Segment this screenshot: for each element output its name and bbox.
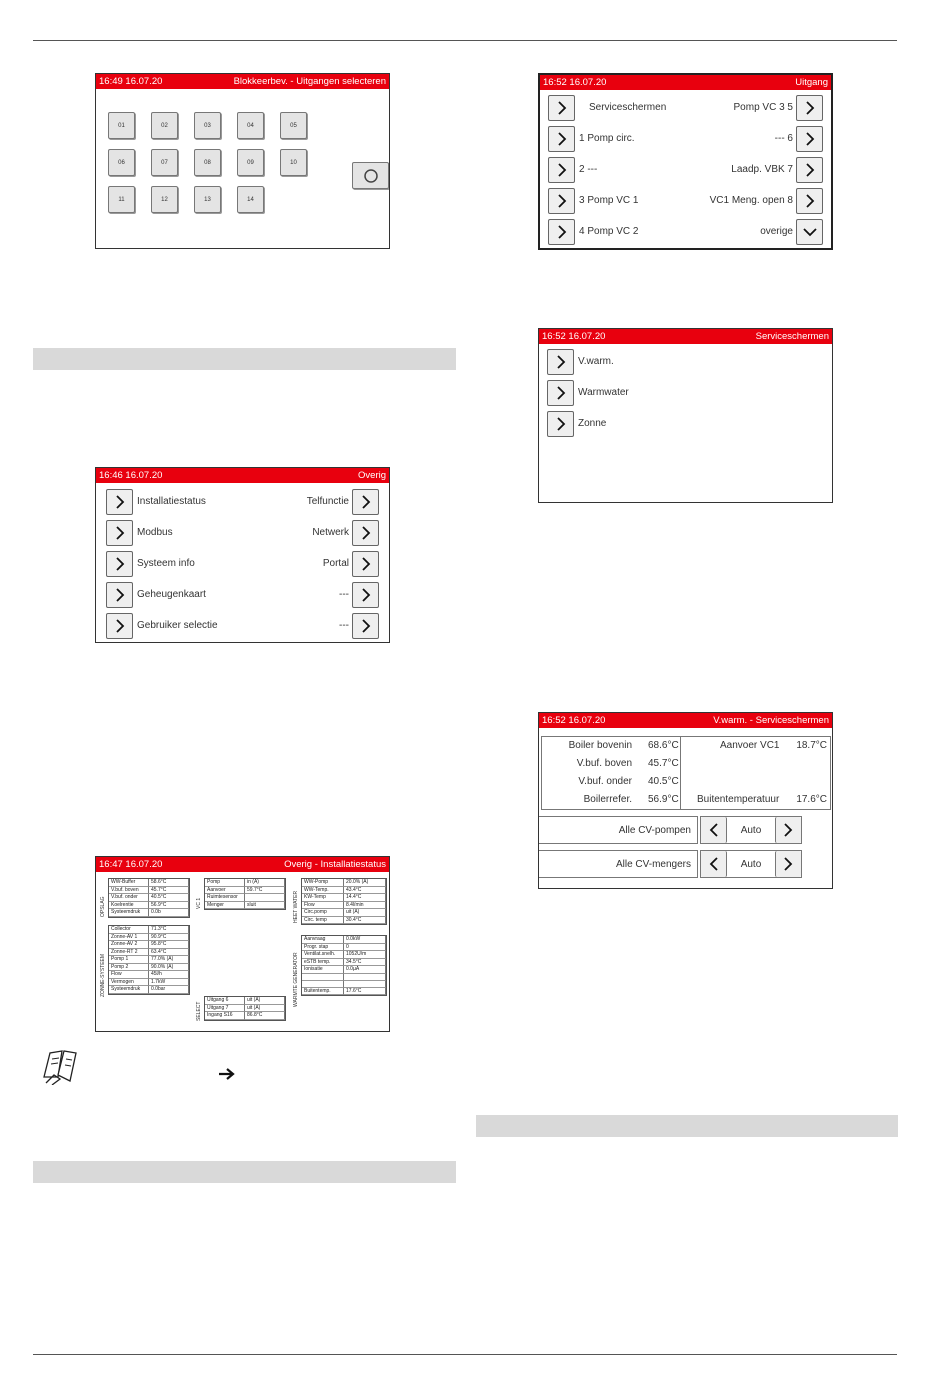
menu-left-button[interactable] <box>106 582 133 608</box>
chevron-left-icon <box>709 857 719 871</box>
menu-row <box>96 517 389 548</box>
section-bar <box>476 1115 898 1137</box>
status-label: Ruimtesensor <box>205 894 245 902</box>
menu-right-label: VC1 Meng. open 8 <box>709 195 793 206</box>
menu-left-button[interactable] <box>548 219 575 245</box>
status-label: Systeemdruk <box>109 986 149 994</box>
status-label: Circ. temp <box>302 917 344 925</box>
screen-header <box>540 75 831 90</box>
prev-button[interactable] <box>701 851 727 877</box>
output-button[interactable]: 10 <box>280 149 307 176</box>
status-row <box>109 941 189 949</box>
header-title: Blokkeerbev. - Uitgangen selecteren <box>233 76 386 87</box>
output-button[interactable]: 05 <box>280 112 307 139</box>
value-label: Buitentemperatuur <box>697 794 780 805</box>
section-bar <box>33 1161 456 1183</box>
control-selector <box>700 850 802 878</box>
status-row <box>109 979 189 987</box>
status-row <box>205 1005 285 1013</box>
status-row <box>205 894 285 902</box>
status-value: 86.8°C <box>245 1012 285 1020</box>
status-row <box>109 902 189 910</box>
menu-left-label: Installatiestatus <box>137 496 206 507</box>
chevron-right-icon <box>805 163 815 177</box>
chevron-right-icon <box>557 225 567 239</box>
status-label: Pomp 1 <box>109 956 149 964</box>
value-reading: 68.6°C <box>648 740 679 751</box>
panel-divider <box>680 737 681 809</box>
status-value: 8.4l/min <box>344 902 386 910</box>
scroll-down-button[interactable] <box>796 219 823 245</box>
menu-button[interactable] <box>547 411 574 437</box>
status-value: 20.0% (A) <box>344 879 386 887</box>
menu-left-button[interactable] <box>106 613 133 639</box>
menu-right-label: Telfunctie <box>306 496 349 507</box>
menu-row <box>96 579 389 610</box>
status-row <box>302 951 386 959</box>
status-label: WW-Pomp <box>302 879 344 887</box>
menu-left-label: 1 Pomp circ. <box>579 133 635 144</box>
status-row <box>302 944 386 952</box>
screen-header <box>96 74 389 89</box>
menu-row <box>540 185 831 216</box>
menu-left-label: 2 --- <box>579 164 598 175</box>
status-value: uit (A) <box>245 1005 285 1013</box>
control-label: Alle CV-mengers <box>615 858 691 870</box>
output-button[interactable]: 13 <box>194 186 221 213</box>
chevron-left-icon <box>709 823 719 837</box>
menu-right-button[interactable] <box>352 582 379 608</box>
menu-left-label: 3 Pomp VC 1 <box>579 195 639 206</box>
warmte-table <box>301 935 387 996</box>
output-button[interactable]: 09 <box>237 149 264 176</box>
status-row <box>109 986 189 994</box>
chevron-right-icon <box>783 857 793 871</box>
chevron-right-icon <box>361 588 371 602</box>
screen-header <box>539 713 832 728</box>
menu-left-button[interactable] <box>548 126 575 152</box>
status-row <box>302 936 386 944</box>
group-label: ZONNE-SYSTEEM <box>100 953 106 997</box>
status-label: Koelrentie <box>109 902 149 910</box>
menu-row <box>539 346 832 377</box>
header-title: Overig <box>358 470 386 481</box>
status-label: Progr. stap <box>302 944 344 952</box>
status-label: Pomp <box>205 879 245 887</box>
status-row <box>109 894 189 902</box>
status-label: Circ.pomp <box>302 909 344 917</box>
status-row <box>109 964 189 972</box>
next-button[interactable] <box>775 817 801 843</box>
status-row <box>109 971 189 979</box>
status-value: 59.7°C <box>245 887 285 895</box>
menu-right-button[interactable] <box>352 520 379 546</box>
status-label: Aanvraag <box>302 936 344 944</box>
chevron-right-icon <box>556 386 566 400</box>
header-title: V.warm. - Serviceschermen <box>713 715 829 726</box>
status-value: 43.4°C <box>344 887 386 895</box>
status-value: 0.0b <box>149 909 189 917</box>
screen-header <box>539 329 832 344</box>
chevron-right-icon <box>115 526 125 540</box>
chevron-right-icon <box>557 163 567 177</box>
status-label: V.buf. onder <box>109 894 149 902</box>
status-value: 34.5°C <box>344 959 386 967</box>
status-label: Ionisatie <box>302 966 344 974</box>
status-value: 95.8°C <box>149 941 189 949</box>
status-label: Flow <box>302 902 344 910</box>
menu-row <box>96 610 389 641</box>
header-time: 16:49 16.07.20 <box>99 76 163 87</box>
status-value: 63.4°C <box>149 949 189 957</box>
chevron-right-icon <box>361 526 371 540</box>
menu-right-button[interactable] <box>796 126 823 152</box>
menu-label: V.warm. <box>578 356 614 367</box>
output-button[interactable]: 11 <box>108 186 135 213</box>
status-row <box>302 917 386 925</box>
status-label: WW-Temp. <box>302 887 344 895</box>
menu-left-button[interactable] <box>548 157 575 183</box>
menu-label: Warmwater <box>578 387 629 398</box>
menu-left-label: Gebruiker selectie <box>137 620 218 631</box>
menu-right-label: Portal <box>322 558 349 569</box>
status-label: KW-Temp <box>302 894 344 902</box>
menu-right-button[interactable] <box>796 95 823 121</box>
output-button[interactable]: 04 <box>237 112 264 139</box>
screen-serviceschermen <box>538 328 833 503</box>
menu-right-button[interactable] <box>352 613 379 639</box>
chevron-right-icon <box>115 557 125 571</box>
values-panel <box>541 736 831 810</box>
menu-row <box>539 377 832 408</box>
status-row <box>302 959 386 967</box>
section-bar <box>33 348 456 370</box>
prev-button[interactable] <box>701 817 727 843</box>
value-label: Aanvoer VC1 <box>720 740 780 751</box>
control-label-box <box>538 850 698 878</box>
status-value: uit (A) <box>344 909 386 917</box>
menu-right-button[interactable] <box>796 157 823 183</box>
screen-header <box>96 468 389 483</box>
status-row <box>302 902 386 910</box>
circle-icon <box>363 168 379 184</box>
opslag-table <box>108 878 190 918</box>
value-reading: 18.7°C <box>796 740 827 751</box>
menu-left-button[interactable] <box>106 520 133 546</box>
menu-right-label: Laadp. VBK 7 <box>731 164 793 175</box>
status-row <box>205 902 285 910</box>
arrow-right-icon <box>218 1067 236 1081</box>
header-title: Serviceschermen <box>755 331 829 342</box>
status-value <box>245 894 285 902</box>
screen-vwarm-service <box>538 712 833 889</box>
menu-row <box>540 123 831 154</box>
menu-right-button[interactable] <box>352 551 379 577</box>
header-time: 16:46 16.07.20 <box>99 470 163 481</box>
output-button[interactable]: 02 <box>151 112 178 139</box>
menu-right-label: --- 6 <box>774 133 793 144</box>
bottom-rule <box>33 1354 897 1355</box>
output-button[interactable]: 01 <box>108 112 135 139</box>
status-label: Ventilat.snelh. <box>302 951 344 959</box>
status-value: sluit <box>245 902 285 910</box>
status-value: 45.7°C <box>149 887 189 895</box>
status-label: Pomp 2 <box>109 964 149 972</box>
value-reading: 40.5°C <box>648 776 679 787</box>
status-row <box>302 909 386 917</box>
status-row <box>109 934 189 942</box>
status-label: Uitgang 7 <box>205 1005 245 1013</box>
status-row <box>302 974 386 981</box>
status-label: Aanvoer <box>205 887 245 895</box>
status-row <box>205 997 285 1005</box>
status-value: 30.4°C <box>344 917 386 925</box>
status-row <box>302 879 386 887</box>
status-row <box>109 956 189 964</box>
status-row <box>109 887 189 895</box>
status-label: Ingang S16 <box>205 1012 245 1020</box>
menu-row <box>540 216 831 247</box>
status-value: 90.0% (A) <box>149 964 189 972</box>
confirm-button[interactable] <box>352 162 389 189</box>
output-button[interactable]: 12 <box>151 186 178 213</box>
status-value: 0.0kW <box>344 936 386 944</box>
value-reading: 17.6°C <box>796 794 827 805</box>
screen-output-select <box>95 73 390 249</box>
status-label: Zonne-RT 2 <box>109 949 149 957</box>
status-value: in (A) <box>245 879 285 887</box>
status-value: 0.0µA <box>344 966 386 974</box>
status-value: 45l/h <box>149 971 189 979</box>
menu-left-label: Systeem info <box>137 558 195 569</box>
chevron-right-icon <box>115 619 125 633</box>
group-label: HEET WATER <box>293 890 299 923</box>
group-label: VC 1 <box>196 897 202 909</box>
status-value: 0 <box>344 944 386 952</box>
menu-left-button[interactable] <box>548 188 575 214</box>
menu-left-label: 4 Pomp VC 2 <box>579 226 639 237</box>
menu-right-label: --- <box>339 589 349 600</box>
menu-row <box>539 408 832 439</box>
status-label: WW-Buffer <box>109 879 149 887</box>
menu-left-button[interactable] <box>106 551 133 577</box>
status-value: 58.6°C <box>149 879 189 887</box>
status-row <box>109 949 189 957</box>
output-button[interactable]: 06 <box>108 149 135 176</box>
chevron-down-icon <box>803 227 817 237</box>
menu-button[interactable] <box>547 349 574 375</box>
status-label: Zonne-AV 1 <box>109 934 149 942</box>
status-value: 56.9°C <box>149 902 189 910</box>
group-label: SELECT <box>196 1001 202 1021</box>
status-value: 0.0bar <box>149 986 189 994</box>
status-row <box>302 981 386 988</box>
chevron-right-icon <box>805 132 815 146</box>
menu-left-button[interactable] <box>548 95 575 121</box>
status-row <box>109 926 189 934</box>
output-button[interactable]: 03 <box>194 112 221 139</box>
status-value: 1.7kW <box>149 979 189 987</box>
chevron-right-icon <box>805 194 815 208</box>
status-label <box>302 981 344 988</box>
menu-row <box>96 548 389 579</box>
control-label: Alle CV-pompen <box>618 824 691 836</box>
output-button[interactable]: 14 <box>237 186 264 213</box>
menu-row <box>540 92 831 123</box>
status-row <box>205 1012 285 1020</box>
menu-left-label: Modbus <box>137 527 173 538</box>
screen-installatiestatus <box>95 856 390 1032</box>
header-time: 16:52 16.07.20 <box>543 77 607 88</box>
status-value <box>344 981 386 988</box>
heetwater-table <box>301 878 387 925</box>
status-label: Collector <box>109 926 149 934</box>
status-value: 17.6°C <box>344 988 386 996</box>
menu-left-button[interactable] <box>106 489 133 515</box>
screen-uitgang <box>538 73 833 250</box>
value-label: V.buf. onder <box>578 776 632 787</box>
menu-row <box>540 154 831 185</box>
header-title: Overig - Installatiestatus <box>284 859 386 870</box>
header-time: 16:52 16.07.20 <box>542 331 606 342</box>
menu-right-label: --- <box>339 620 349 631</box>
status-label: eSTB temp. <box>302 959 344 967</box>
status-label <box>302 974 344 981</box>
menu-right-label: overige <box>760 226 793 237</box>
status-value: 77.0% (A) <box>149 956 189 964</box>
header-time: 16:47 16.07.20 <box>99 859 163 870</box>
status-label: Buitentemp. <box>302 988 344 996</box>
status-value: 90.9°C <box>149 934 189 942</box>
output-button[interactable]: 07 <box>151 149 178 176</box>
menu-button[interactable] <box>547 380 574 406</box>
vc1-table <box>204 878 286 910</box>
status-label: Zonne-AV 2 <box>109 941 149 949</box>
chevron-right-icon <box>783 823 793 837</box>
status-row <box>109 879 189 887</box>
menu-left-label: Geheugenkaart <box>137 589 206 600</box>
chevron-right-icon <box>361 619 371 633</box>
value-reading: 56.9°C <box>648 794 679 805</box>
status-label: Flow <box>109 971 149 979</box>
status-label: Uitgang 6 <box>205 997 245 1005</box>
header-title: Uitgang <box>795 77 828 88</box>
chevron-right-icon <box>557 132 567 146</box>
status-value <box>344 974 386 981</box>
menu-right-label: Netwerk <box>312 527 349 538</box>
status-row <box>302 988 386 996</box>
status-value: 71.3°C <box>149 926 189 934</box>
zonne-table <box>108 925 190 995</box>
menu-right-label: Pomp VC 3 5 <box>733 102 793 113</box>
status-row <box>205 879 285 887</box>
control-selector <box>700 816 802 844</box>
status-value: uit (A) <box>245 997 285 1005</box>
output-button[interactable]: 08 <box>194 149 221 176</box>
group-label: WARMTE GENERATOR <box>293 952 299 1007</box>
top-rule <box>33 40 897 41</box>
value-label: Boilerrefer. <box>583 794 632 805</box>
value-reading: 45.7°C <box>648 758 679 769</box>
chevron-right-icon <box>115 495 125 509</box>
chevron-right-icon <box>805 101 815 115</box>
chevron-right-icon <box>361 557 371 571</box>
chevron-right-icon <box>557 101 567 115</box>
status-row <box>205 887 285 895</box>
status-row <box>109 909 189 917</box>
control-value: Auto <box>740 824 762 836</box>
menu-left-label: Serviceschermen <box>589 102 667 113</box>
menu-row <box>96 486 389 517</box>
menu-right-button[interactable] <box>352 489 379 515</box>
select-table <box>204 996 286 1021</box>
note-hand-icon <box>40 1047 80 1085</box>
chevron-right-icon <box>556 417 566 431</box>
screen-header <box>96 857 389 872</box>
next-button[interactable] <box>775 851 801 877</box>
status-label: V.buf. boven <box>109 887 149 895</box>
group-label: OPSLAG <box>100 896 106 917</box>
status-value: 40.5°C <box>149 894 189 902</box>
header-time: 16:52 16.07.20 <box>542 715 606 726</box>
status-row <box>302 894 386 902</box>
value-label: Boiler bovenin <box>568 740 632 751</box>
status-row <box>302 887 386 895</box>
menu-label: Zonne <box>578 418 607 429</box>
chevron-right-icon <box>556 355 566 369</box>
status-value: 14.4°C <box>344 894 386 902</box>
screen-overig <box>95 467 390 643</box>
menu-right-button[interactable] <box>796 188 823 214</box>
status-row <box>302 966 386 974</box>
chevron-right-icon <box>115 588 125 602</box>
status-label: Systeemdruk <box>109 909 149 917</box>
control-label-box <box>538 816 698 844</box>
control-value: Auto <box>740 858 762 870</box>
value-label: V.buf. boven <box>576 758 632 769</box>
status-value: 1052U/m <box>344 951 386 959</box>
chevron-right-icon <box>361 495 371 509</box>
status-label: Menger <box>205 902 245 910</box>
chevron-right-icon <box>557 194 567 208</box>
status-label: Vermogen <box>109 979 149 987</box>
